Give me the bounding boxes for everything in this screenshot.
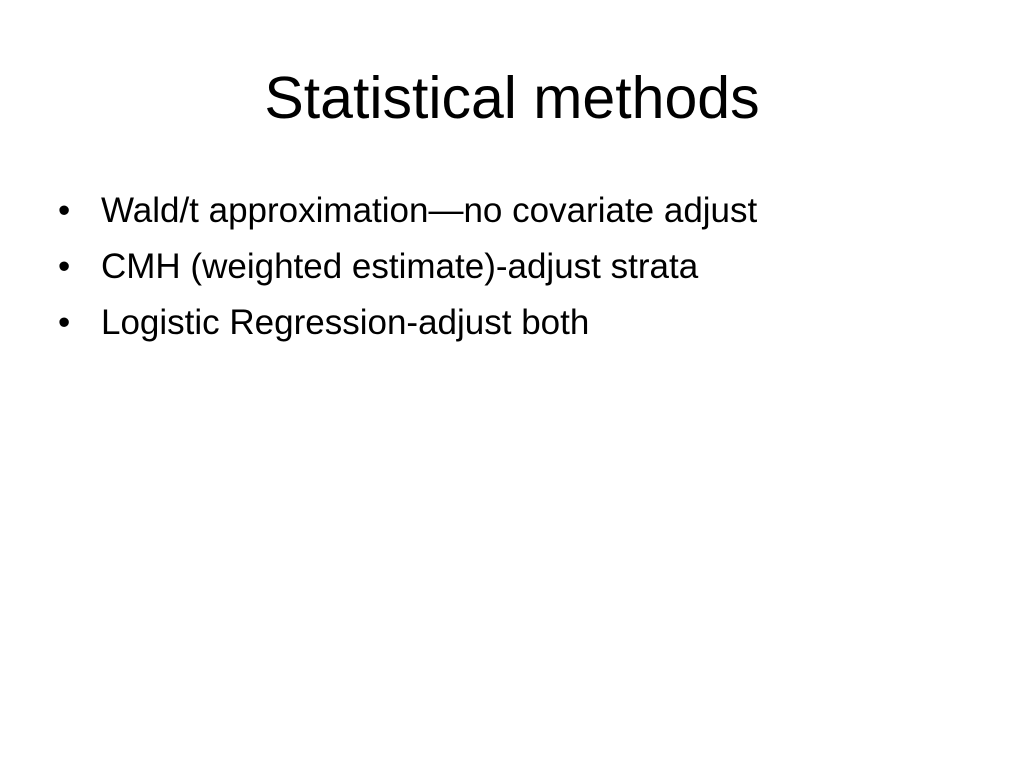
slide-title: Statistical methods <box>264 65 760 131</box>
list-item <box>58 186 978 236</box>
bullet-text: Wald/t approximation—no covariate adjust <box>101 191 758 230</box>
bullet-text: Logistic Regression-adjust both <box>101 303 590 342</box>
list-item <box>58 242 978 292</box>
bullet-list <box>58 186 978 354</box>
bullet-icon: • <box>58 303 71 342</box>
bullet-text: CMH (weighted estimate)-adjust strata <box>101 247 699 286</box>
bullet-icon: • <box>58 191 71 230</box>
list-item <box>58 298 978 348</box>
bullet-icon: • <box>58 247 71 286</box>
